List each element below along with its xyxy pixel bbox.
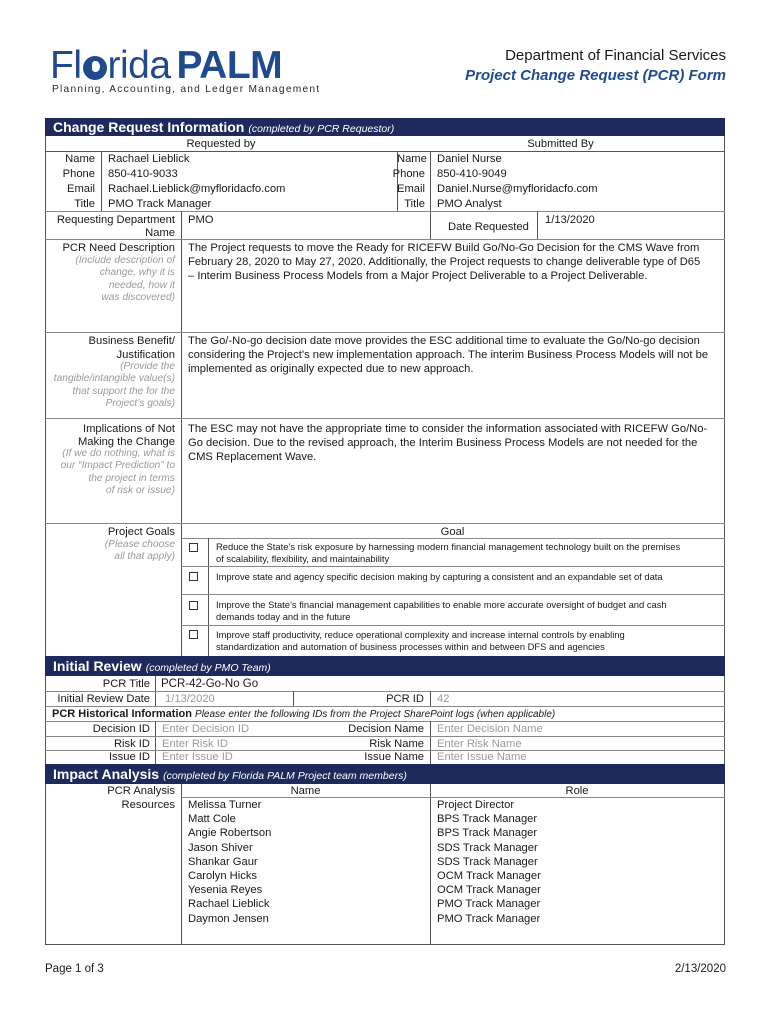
impact-analysis-title: Impact Analysis — [53, 766, 160, 782]
logo-text-rida: rida — [107, 44, 171, 87]
col-divider — [430, 691, 431, 706]
submitted-phone-label: Phone — [392, 168, 425, 180]
initial-review-subtitle: (completed by PMO Team) — [145, 662, 271, 674]
requested-name-label: Name — [65, 153, 95, 165]
implications-label-1: Implications of Not — [82, 423, 175, 435]
date-requested-value[interactable]: 1/13/2020 — [545, 214, 595, 226]
goal-4-text — [216, 629, 625, 653]
divider — [181, 594, 725, 595]
impact-analysis-section-header — [45, 764, 725, 784]
resource-name[interactable]: Carolyn Hicks — [188, 870, 258, 882]
goal-3-checkbox[interactable] — [189, 601, 198, 610]
col-divider — [537, 211, 538, 239]
submitted-phone-value[interactable]: 850-410-9049 — [437, 168, 507, 180]
hint-line: (If we do nothing, what is — [62, 448, 175, 459]
goal-4-checkbox[interactable] — [189, 630, 198, 639]
florida-palm-logo — [50, 44, 321, 100]
resource-role[interactable]: SDS Track Manager — [437, 855, 538, 868]
text-line: The ESC may not have the appropriate time to consider the information associated with RICEFW Go/No- — [188, 423, 708, 435]
resources-label-2: Resources — [121, 799, 175, 811]
pcr-title-value[interactable]: PCR-42-Go-No Go — [161, 678, 259, 690]
footer-date: 2/13/2020 — [674, 963, 726, 975]
business-benefit-hint — [45, 361, 175, 410]
divider — [45, 239, 725, 240]
hint-line: tangible/intangible value(s) — [53, 373, 175, 385]
risk-id-input[interactable]: Enter Risk ID — [162, 738, 228, 750]
hint-line: that support the for the — [72, 385, 175, 397]
resource-role[interactable]: Project Director — [437, 799, 515, 811]
text-line: The Project requests to move the Ready for RICEFW Build Go/No-Go Decision for the CMS Wave from — [188, 242, 700, 254]
requested-title-value[interactable]: PMO Track Manager — [108, 198, 212, 210]
requesting-department-label-2: Name — [145, 227, 175, 239]
hint-line: was discovered) — [101, 291, 175, 303]
implications-hint — [45, 448, 175, 497]
label-column-divider — [181, 784, 182, 944]
submitted-email-label: Email — [397, 183, 425, 195]
goal-line: Improve the State’s financial management capabilities to enable more accurate oversight of budget and cash — [216, 599, 667, 610]
resource-role[interactable]: BPS Track Manager — [437, 827, 538, 840]
historical-info-note: Please enter the following IDs from the Project SharePoint logs (when applicable) — [195, 709, 556, 720]
resource-name[interactable]: Matt Cole — [188, 813, 236, 826]
decision-id-input[interactable]: Enter Decision ID — [162, 723, 250, 735]
page-number: Page 1 of 3 — [45, 963, 104, 975]
risk-name-input[interactable]: Enter Risk Name — [437, 738, 522, 750]
project-goals-hint — [45, 539, 175, 564]
resource-role[interactable]: BPS Track Manager — [437, 813, 538, 826]
need-description-hint — [45, 255, 175, 304]
initial-review-date-value[interactable]: 1/13/2020 — [165, 693, 215, 705]
text-line: CMS Replacement Wave. — [188, 451, 317, 463]
submitted-title-value[interactable]: PMO Analyst — [437, 198, 502, 210]
hint-line: of risk or issue) — [105, 484, 175, 496]
risk-name-label: Risk Name — [369, 738, 424, 750]
col-divider — [430, 151, 431, 239]
name-column-heading: Name — [290, 785, 321, 797]
resources-label-1: PCR Analysis — [107, 785, 175, 797]
implications-text[interactable] — [188, 422, 720, 464]
table-border-bottom — [45, 944, 725, 945]
resource-name[interactable]: Angie Robertson — [188, 827, 272, 840]
goal-line: of scalability, flexibility, and maintainability — [216, 553, 390, 564]
business-benefit-text[interactable] — [188, 334, 720, 376]
resource-role[interactable]: SDS Track Manager — [437, 841, 538, 854]
table-border-right — [724, 784, 725, 944]
requested-email-label: Email — [67, 183, 95, 195]
resource-name[interactable]: Jason Shiver — [188, 841, 253, 854]
goal-2-checkbox[interactable] — [189, 572, 198, 581]
resource-role[interactable]: OCM Track Manager — [437, 870, 541, 882]
requested-by-heading: Requested by — [186, 138, 256, 150]
col-divider — [293, 691, 294, 706]
col-divider — [155, 721, 156, 764]
goal-3-text — [216, 599, 667, 623]
hint-line: change, why it is — [99, 267, 175, 279]
label-column-divider — [181, 211, 182, 656]
submitted-name-label: Name — [397, 153, 427, 165]
pcr-title-label: PCR Title — [102, 678, 150, 690]
goal-1-text — [216, 541, 680, 565]
divider — [45, 332, 725, 333]
need-description-text[interactable] — [188, 241, 720, 283]
implications-label-2: Making the Change — [77, 436, 175, 448]
requesting-department-value[interactable]: PMO — [188, 214, 214, 226]
requested-email-value[interactable]: Rachael.Lieblick@myfloridacfo.com — [108, 183, 286, 195]
goal-line: Reduce the State’s risk exposure by harnessing modern financial management technology built on the premises — [216, 541, 681, 552]
hint-line: (Please choose — [104, 539, 175, 550]
divider — [45, 211, 725, 212]
initial-review-title: Initial Review — [53, 658, 142, 674]
requesting-department-label-1: Requesting Department — [56, 214, 175, 226]
hint-line: (Provide the — [120, 361, 175, 372]
issue-id-input[interactable]: Enter Issue ID — [162, 751, 233, 763]
date-requested-label: Date Requested — [448, 221, 529, 233]
text-line: – Interim Business Process Models from a Major Project Deliverable to a Project Deliverable. — [188, 270, 648, 282]
text-line: implemented as originally expected due to new approach. — [188, 363, 474, 375]
submitted-email-value[interactable]: Daniel.Nurse@myfloridacfo.com — [437, 183, 598, 195]
change-request-subtitle: (completed by PCR Requestor) — [248, 123, 395, 135]
hint-line: Project’s goals) — [105, 397, 175, 409]
requested-title-label: Title — [74, 198, 95, 210]
decision-name-input[interactable]: Enter Decision Name — [437, 723, 543, 735]
impact-analysis-subtitle: (completed by Florida PALM Project team members) — [163, 770, 407, 782]
hint-line: our “Impact Prediction” to — [60, 460, 175, 472]
checkbox-column-divider — [208, 538, 209, 656]
text-line: considering the Project’s new implementation approach. The interim Business Process Models will not be — [188, 349, 709, 361]
col-divider — [430, 784, 431, 944]
goal-line: standardization and automation of business processes within and between DFS and agencies — [216, 641, 605, 652]
resource-name[interactable]: Daymon Jensen — [188, 912, 269, 925]
resource-role[interactable]: PMO Track Manager — [437, 912, 541, 925]
requested-phone-label: Phone — [62, 168, 95, 180]
initial-review-date-label: Initial Review Date — [57, 693, 150, 705]
resource-role[interactable]: PMO Track Manager — [437, 898, 541, 911]
role-column-heading: Role — [565, 785, 589, 797]
goal-line: demands today and in the future — [216, 611, 351, 622]
hint-line: the project in terms — [88, 472, 175, 484]
resource-name[interactable]: Melissa Turner — [188, 799, 262, 811]
text-line: February 28, 2020 to May 27, 2020. Additionally, the Project requests to change deliverable type of D65 — [188, 256, 701, 268]
need-description-label: PCR Need Description — [62, 242, 175, 254]
pcr-id-value[interactable]: 42 — [437, 693, 450, 705]
submitted-by-heading: Submitted By — [527, 138, 594, 150]
change-request-title: Change Request Information — [53, 119, 245, 135]
text-line: Go decision. Due to the revised approach, the Interim Business Process Models are not needed for the — [188, 437, 698, 449]
historical-info-line — [52, 707, 555, 722]
risk-id-label: Risk ID — [113, 738, 150, 750]
change-request-section-header — [45, 118, 725, 136]
decision-id-label: Decision ID — [92, 723, 150, 735]
goal-line: Improve staff productivity, reduce operational complexity and increase internal controls by enabling — [216, 629, 625, 640]
issue-id-label: Issue ID — [108, 751, 150, 763]
submitted-name-value[interactable]: Daniel Nurse — [437, 153, 502, 165]
goal-1-checkbox[interactable] — [189, 543, 198, 552]
goal-heading: Goal — [440, 526, 465, 538]
logo-globe-icon — [83, 56, 107, 80]
issue-name-input[interactable]: Enter Issue Name — [437, 751, 527, 763]
divider — [181, 538, 725, 539]
submitted-title-label: Title — [404, 198, 425, 210]
initial-review-section-header — [45, 656, 725, 676]
divider — [45, 523, 725, 524]
resource-name[interactable]: Yesenia Reyes — [188, 884, 263, 897]
resource-role[interactable]: OCM Track Manager — [437, 884, 541, 897]
hint-line: all that apply) — [114, 551, 175, 563]
hint-line: (Include description of — [75, 255, 175, 266]
divider — [45, 418, 725, 419]
resource-name[interactable]: Rachael Lieblick — [188, 898, 270, 911]
resource-name[interactable]: Shankar Gaur — [188, 855, 258, 868]
table-border-right — [724, 136, 725, 656]
decision-name-label: Decision Name — [348, 723, 424, 735]
logo-text-palm: PALM — [176, 44, 283, 87]
header-titles — [465, 46, 726, 86]
business-benefit-label-2: Justification — [116, 349, 175, 361]
requested-phone-value[interactable]: 850-410-9033 — [108, 168, 178, 180]
goal-2-text — [216, 571, 663, 583]
historical-info-label: PCR Historical Information — [52, 708, 192, 720]
logo-tagline: Planning, Accounting, and Ledger Management — [52, 84, 321, 95]
divider — [181, 566, 725, 567]
requested-name-value[interactable]: Rachael Lieblick — [108, 153, 190, 165]
logo-text-fl: Fl — [50, 44, 82, 87]
issue-name-label: Issue Name — [364, 751, 424, 763]
text-line: The Go/-No-go decision date move provides the ESC additional time to evaluate the Go/No-go decision — [188, 335, 700, 347]
form-title: Project Change Request (PCR) Form — [465, 67, 726, 84]
divider — [181, 625, 725, 626]
col-divider — [430, 721, 431, 764]
pcr-id-label: PCR ID — [386, 693, 424, 705]
col-divider — [101, 151, 102, 211]
business-benefit-label-1: Business Benefit/ — [88, 335, 175, 347]
hint-line: needed, how it — [108, 279, 175, 291]
project-goals-label: Project Goals — [107, 526, 175, 538]
goal-line: Improve state and agency specific decision making by capturing a consistent and an expandable set of data — [216, 571, 663, 582]
department-name: Department of Financial Services — [505, 47, 726, 64]
